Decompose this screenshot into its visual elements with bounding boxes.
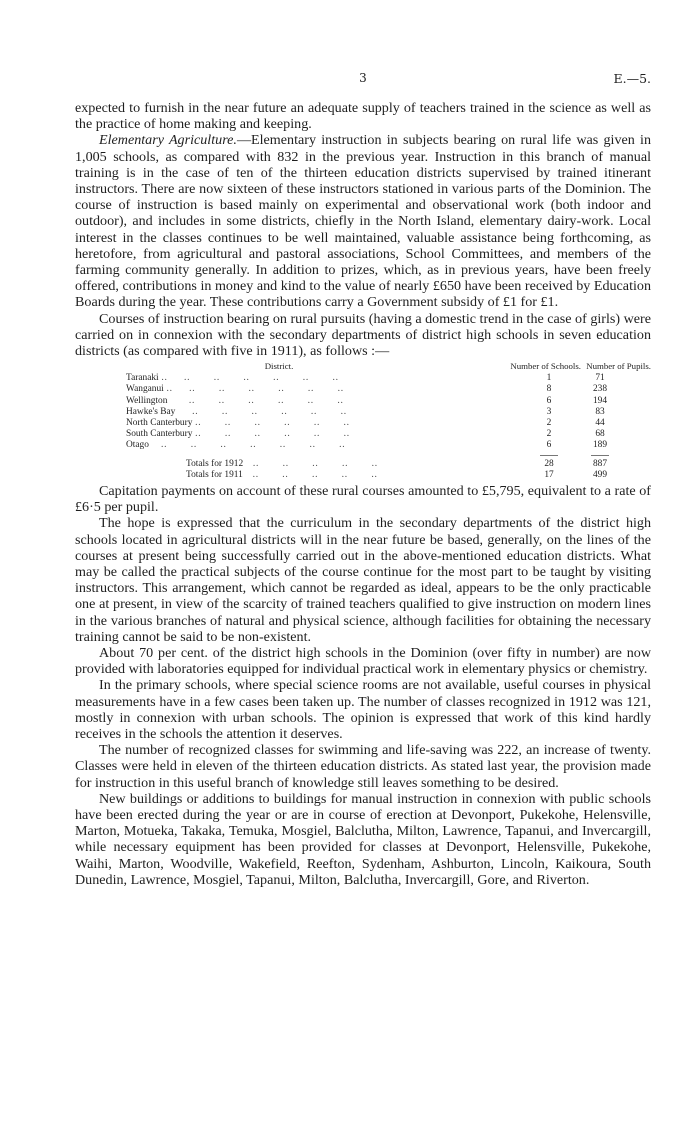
- pupils-cell: 238: [592, 384, 608, 395]
- pupils-cell: 887: [592, 458, 608, 469]
- paragraph: About 70 per cent. of the district high schools in the Dominion (over fifty in number) are now provided with laboratories equipped for individual practical work in elementary physics or chemistry.: [75, 644, 651, 678]
- paragraph-text: —Elementary instruction in subjects bearing on rural life was given in 1,005 schools, as compared with 832 in the previous year. Instruction in this branch of manual training is in the case of ten of the thirteen education districts supervised by trained itinerant instructors. There are now sixteen of these instructors stationed in various parts of the Dominion. The course of instruction is based mainly on experimental and observational work (both indoor and outdoor), and includes in some districts, chiefly in the North Island, elementary dairy-work. Local interest in the classes continues to be well maintained, valuable assistance being forthcoming, as heretofore, from agricultural and pastoral associations, School Committees, and members of the farming community generally. In addition to prizes, which, as in previous years, have been freely offered, contributions in money and kind to the value of nearly £650 have been received by Education Boards during the year. These contributions carry a Government subsidy of £1 for £1.: [75, 132, 651, 311]
- schools-cell: 1: [546, 373, 552, 384]
- schools-cell: 2: [546, 429, 552, 440]
- page-number: 3: [359, 71, 367, 85]
- totals-row: Totals for 1911 ‥ ‥ ‥ ‥ ‥ 17 499: [75, 470, 651, 481]
- paragraph: expected to furnish in the near future an adequate supply of teachers trained in the science as well as the practice of home making and keeping.: [75, 100, 651, 133]
- pupils-cell: 68: [595, 429, 605, 440]
- schools-cell: 3: [546, 406, 552, 417]
- table-row: Wanganui ‥ ‥ ‥ ‥ ‥ ‥ ‥ 8 238: [75, 384, 651, 395]
- totals-label: Totals for 1911: [186, 469, 243, 480]
- paragraph: The number of recognized classes for swimming and life-saving was 222, an increase of twenty. Classes were held in eleven of the thirteen education districts. As stated last year, the provision made for instruction in this useful branch of knowledge still leaves something to be desired.: [75, 742, 651, 791]
- paragraph: Capitation payments on account of these rural courses amounted to £5,795, equivalent to a rate of £6·5 per pupil.: [75, 482, 651, 516]
- rural-courses-table: [75, 361, 651, 481]
- table-row: Wellington ‥ ‥ ‥ ‥ ‥ ‥ 6 194: [75, 396, 651, 407]
- totals-label: Totals for 1912: [186, 458, 244, 469]
- paragraph-courses: Courses of instruction bearing on rural pursuits (having a domestic trend in the case of girls) were carried on in connexion with the secondary departments of district high schools in seven education districts (as compared with five in 1911), as follows :—: [75, 310, 651, 360]
- pupils-cell: 499: [592, 469, 608, 480]
- table-header-row: [75, 361, 651, 373]
- district-cell: North Canterbury: [126, 418, 193, 428]
- table-row: South Canterbury ‥ ‥ ‥ ‥ ‥ ‥ 2 68: [75, 429, 651, 440]
- schools-cell: 8: [546, 384, 552, 395]
- pupils-cell: 44: [595, 418, 605, 428]
- schools-cell: 2: [546, 418, 552, 428]
- district-cell: Otago: [126, 440, 149, 451]
- table-row: Otago ‥ ‥ ‥ ‥ ‥ ‥ ‥ 6 189: [75, 440, 651, 451]
- page-header: [75, 71, 651, 87]
- column-header-schools: Number of Schools.: [510, 361, 581, 372]
- schools-cell: 17: [544, 469, 554, 480]
- table-row: North Canterbury ‥ ‥ ‥ ‥ ‥ ‥ 2 44: [75, 418, 651, 429]
- pupils-cell: 83: [595, 406, 605, 417]
- column-header-pupils: Number of Pupils.: [586, 361, 651, 372]
- section-heading: Elementary Agriculture.: [99, 132, 237, 149]
- document-code: E.—5.: [613, 71, 651, 86]
- paragraph: The hope is expressed that the curriculum in the secondary departments of the district high schools located in agricultural districts will in the near future be based, generally, on the lines of the courses at present being successfully carried out in the above-mentioned education districts. What may be called the practical subjects of the course continue for the most part to be taught by visiting instructors. This arrangement, which cannot be regarded as ideal, appears to be the only practicable one at present, in view of the scarcity of trained teachers qualified to give instruction on modern lines in the various branches of natural and physical science, although facilities for obtaining the necessary training cannot be said to be non-existent.: [75, 515, 651, 645]
- document-body: [75, 100, 651, 888]
- schools-cell: 28: [544, 458, 554, 469]
- district-cell: South Canterbury: [126, 429, 193, 440]
- pupils-cell: 71: [595, 373, 605, 384]
- paragraph: New buildings or additions to buildings for manual instruction in connexion with public schools have been erected during the year or are in course of erection at Devonport, Pukekohe, Helensville, Marton, Motueka, Takaka, Temuka, Mosgiel, Balclutha, Milton, Lawrence, Tapanui, and Invercargill, while necessary equipment has been provided for classes at Devonport, Helensville, Pukekohe, Waihi, Marton, Woodville, Wakefield, Reefton, Sydenham, Ashburton, Lincoln, Kaikoura, South Dunedin, Lawrence, Mosgiel, Tapanui, Milton, Balclutha, Invercargill, Gore, and Riverton.: [75, 790, 651, 888]
- table-row: Hawke's Bay ‥ ‥ ‥ ‥ ‥ ‥ 3 83: [75, 407, 651, 418]
- district-cell: Hawke's Bay: [126, 406, 176, 417]
- district-cell: Taranaki: [126, 373, 159, 384]
- table-row: Taranaki ‥ ‥ ‥ ‥ ‥ ‥ ‥ 1 71: [75, 373, 651, 384]
- district-cell: Wellington: [126, 395, 168, 406]
- schools-cell: 6: [546, 395, 552, 406]
- paragraph-agriculture: [75, 132, 651, 310]
- schools-cell: 6: [546, 440, 552, 451]
- totals-rule: [75, 452, 651, 459]
- totals-row: Totals for 1912 ‥ ‥ ‥ ‥ ‥ 28 887: [75, 459, 651, 470]
- column-header-district: District.: [264, 361, 294, 372]
- pupils-cell: 194: [592, 395, 608, 406]
- district-cell: Wanganui: [126, 384, 164, 395]
- pupils-cell: 189: [592, 440, 608, 451]
- paragraph: In the primary schools, where special science rooms are not available, useful courses in physical measurements have in a few cases been taken up. The number of classes recognized in 1912 was 121, mostly in connexion with urban schools. The opinion is expressed that work of this kind hardly receives in the schools the attention it deserves.: [75, 677, 651, 742]
